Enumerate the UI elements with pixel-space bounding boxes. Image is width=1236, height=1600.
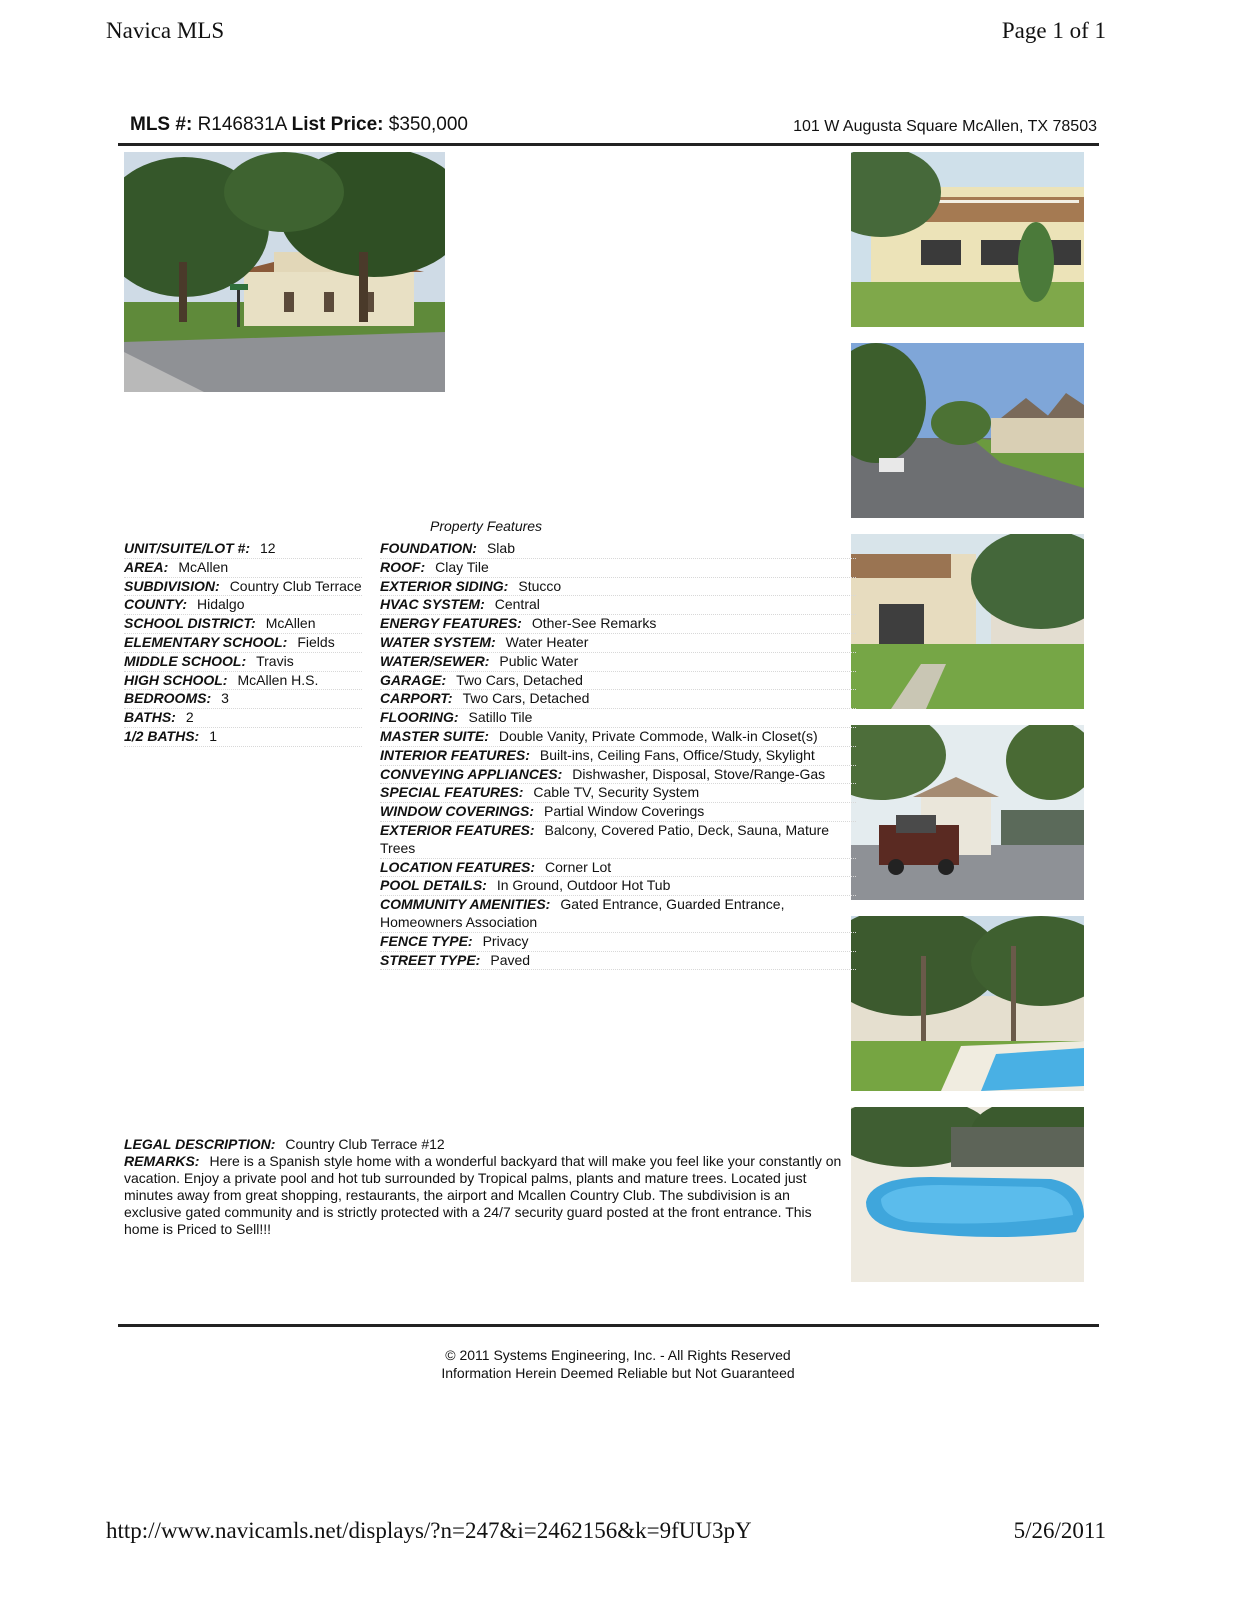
feature-row bbox=[124, 672, 362, 691]
legal-value: Country Club Terrace #12 bbox=[285, 1136, 445, 1152]
page-indicator: Page 1 of 1 bbox=[1001, 18, 1106, 43]
feature-value: McAllen H.S. bbox=[237, 671, 319, 688]
print-date: 5/26/2011 bbox=[1013, 1518, 1106, 1543]
mls-number: R146831A bbox=[197, 114, 287, 135]
listing-header bbox=[130, 114, 1097, 142]
feature-value: Slab bbox=[486, 540, 515, 556]
feature-row bbox=[124, 578, 362, 597]
feature-row bbox=[124, 634, 362, 653]
feature-label: CARPORT: bbox=[380, 690, 453, 707]
feature-row bbox=[380, 728, 856, 747]
feature-label: COUNTY: bbox=[124, 596, 187, 613]
feature-value: Balcony, Covered Patio, Deck, Sauna, Mature Trees bbox=[380, 821, 830, 856]
feature-value: Two Cars, Detached bbox=[456, 671, 583, 688]
feature-row bbox=[124, 709, 362, 728]
disclaimer: Information Herein Deemed Reliable but Not Guaranteed bbox=[441, 1365, 795, 1381]
remarks bbox=[124, 1153, 846, 1238]
feature-row bbox=[380, 672, 856, 691]
feature-label: STREET TYPE: bbox=[380, 951, 481, 968]
list-price: $350,000 bbox=[388, 114, 468, 135]
backyard-pool-photo bbox=[851, 916, 1084, 1091]
main-house-photo bbox=[124, 152, 445, 392]
feature-row bbox=[380, 766, 856, 785]
feature-value: Country Club Terrace bbox=[229, 577, 362, 594]
feature-value: Gated Entrance, Guarded Entrance, Homeowners Association bbox=[380, 896, 785, 930]
page-url: http://www.navicamls.net/displays/?n=247&i=2462156&k=9fUU3pY bbox=[106, 1518, 752, 1543]
feature-value: In Ground, Outdoor Hot Tub bbox=[496, 877, 671, 894]
feature-label: EXTERIOR SIDING: bbox=[380, 577, 509, 594]
feature-label: COMMUNITY AMENITIES: bbox=[380, 896, 551, 913]
feature-value: Central bbox=[494, 596, 540, 613]
street-photo bbox=[851, 343, 1084, 518]
feature-label: HIGH SCHOOL: bbox=[124, 671, 228, 688]
header-divider bbox=[118, 143, 1099, 146]
feature-label: HVAC SYSTEM: bbox=[380, 596, 485, 613]
pool-photo bbox=[851, 1107, 1084, 1282]
feature-label: POOL DETAILS: bbox=[380, 877, 487, 894]
feature-row bbox=[380, 952, 856, 971]
feature-value: Satillo Tile bbox=[468, 709, 533, 726]
footer-divider bbox=[118, 1324, 1099, 1327]
feature-value: 1 bbox=[209, 727, 217, 744]
feature-value: Partial Window Coverings bbox=[544, 803, 705, 820]
feature-value: Fields bbox=[297, 633, 335, 650]
feature-value: Dishwasher, Disposal, Stove/Range-Gas bbox=[572, 765, 826, 782]
feature-row bbox=[380, 615, 856, 634]
feature-label: CONVEYING APPLIANCES: bbox=[380, 765, 563, 782]
feature-label: GARAGE: bbox=[380, 671, 447, 688]
feature-value: Other-See Remarks bbox=[531, 615, 657, 632]
legal-description bbox=[124, 1136, 846, 1153]
feature-label: ROOF: bbox=[380, 558, 426, 575]
feature-value: Water Heater bbox=[505, 633, 589, 650]
feature-value: Double Vanity, Private Commode, Walk-in Closet(s) bbox=[498, 727, 818, 744]
feature-row bbox=[124, 540, 362, 559]
feature-value: 2 bbox=[185, 709, 194, 726]
gatehouse-photo bbox=[851, 725, 1084, 900]
feature-label: INTERIOR FEATURES: bbox=[380, 746, 530, 763]
feature-row bbox=[380, 877, 856, 896]
remarks-text: Here is a Spanish style home with a wonderful backyard that will make you feel like your constantly on vacation. Enjoy a private pool and hot tub surrounded by Tropical palms, plants and mature trees. Located just minutes away from great shopping, restaurants, the airport and Mcallen Country Club. The subdivision is an exclusive gated community and is strictly protected with a 24/7 security guard posted at the front entrance. This home is Priced to Sell!!! bbox=[124, 1153, 842, 1237]
feature-label: BATHS: bbox=[124, 709, 176, 726]
feature-row bbox=[124, 728, 362, 747]
feature-label: LOCATION FEATURES: bbox=[380, 858, 536, 875]
feature-row bbox=[380, 578, 856, 597]
feature-label: WINDOW COVERINGS: bbox=[380, 803, 534, 820]
patio-photo bbox=[851, 534, 1084, 709]
property-details-left bbox=[124, 540, 362, 747]
feature-label: SCHOOL DISTRICT: bbox=[124, 615, 256, 632]
feature-label: WATER/SEWER: bbox=[380, 652, 490, 669]
feature-row bbox=[380, 709, 856, 728]
feature-row bbox=[380, 822, 856, 859]
feature-value: Paved bbox=[490, 951, 531, 968]
balcony-photo bbox=[851, 152, 1084, 327]
mls-label: MLS #: bbox=[130, 114, 193, 135]
feature-row bbox=[380, 690, 856, 709]
feature-value: Privacy bbox=[482, 932, 529, 949]
feature-value: 3 bbox=[221, 690, 229, 707]
feature-value: 12 bbox=[260, 540, 276, 556]
feature-row bbox=[380, 784, 856, 803]
feature-row bbox=[380, 933, 856, 952]
feature-value: Public Water bbox=[499, 652, 579, 669]
feature-label: SPECIAL FEATURES: bbox=[380, 784, 524, 801]
legal-label: LEGAL DESCRIPTION: bbox=[124, 1136, 276, 1152]
remarks-label: REMARKS: bbox=[124, 1153, 200, 1169]
legal-remarks bbox=[124, 1136, 846, 1238]
feature-row bbox=[380, 596, 856, 615]
feature-row bbox=[380, 540, 856, 559]
feature-value: Corner Lot bbox=[545, 858, 612, 875]
feature-value: Clay Tile bbox=[435, 558, 489, 575]
feature-row bbox=[380, 859, 856, 878]
feature-row bbox=[124, 559, 362, 578]
feature-label: 1/2 BATHS: bbox=[124, 727, 200, 744]
feature-row bbox=[380, 653, 856, 672]
feature-row bbox=[380, 747, 856, 766]
property-address: 101 W Augusta Square McAllen, TX 78503 bbox=[793, 118, 1097, 135]
feature-value: McAllen bbox=[265, 615, 316, 632]
feature-row bbox=[380, 634, 856, 653]
site-name: Navica MLS bbox=[106, 18, 225, 43]
feature-label: AREA: bbox=[124, 558, 169, 575]
feature-label: BEDROOMS: bbox=[124, 690, 212, 707]
feature-value: Built-ins, Ceiling Fans, Office/Study, Skylight bbox=[539, 746, 815, 763]
feature-label: UNIT/SUITE/LOT #: bbox=[124, 540, 250, 556]
feature-row bbox=[124, 596, 362, 615]
feature-value: McAllen bbox=[178, 558, 229, 575]
feature-label: ELEMENTARY SCHOOL: bbox=[124, 633, 288, 650]
feature-label: MIDDLE SCHOOL: bbox=[124, 652, 247, 669]
feature-row bbox=[380, 803, 856, 822]
feature-label: FENCE TYPE: bbox=[380, 932, 473, 949]
copyright: © 2011 Systems Engineering, Inc. - All Rights Reserved bbox=[445, 1347, 791, 1363]
feature-label: FOUNDATION: bbox=[380, 540, 477, 556]
feature-value: Hidalgo bbox=[197, 596, 245, 613]
feature-row bbox=[124, 615, 362, 634]
feature-row bbox=[124, 653, 362, 672]
feature-row bbox=[380, 896, 856, 933]
feature-label: EXTERIOR FEATURES: bbox=[380, 821, 535, 838]
feature-value: Stucco bbox=[518, 577, 562, 594]
feature-row bbox=[380, 559, 856, 578]
feature-value: Travis bbox=[256, 652, 294, 669]
feature-label: WATER SYSTEM: bbox=[380, 633, 496, 650]
price-label: List Price: bbox=[291, 114, 384, 135]
footer bbox=[0, 1346, 1236, 1382]
feature-label: MASTER SUITE: bbox=[380, 727, 489, 744]
feature-label: SUBDIVISION: bbox=[124, 577, 220, 594]
feature-label: FLOORING: bbox=[380, 709, 459, 726]
listing-id-price bbox=[130, 114, 468, 136]
feature-value: Cable TV, Security System bbox=[533, 784, 700, 801]
property-features-right bbox=[380, 540, 856, 970]
feature-row bbox=[124, 690, 362, 709]
feature-value: Two Cars, Detached bbox=[462, 690, 590, 707]
feature-label: ENERGY FEATURES: bbox=[380, 615, 522, 632]
section-title: Property Features bbox=[430, 518, 543, 534]
